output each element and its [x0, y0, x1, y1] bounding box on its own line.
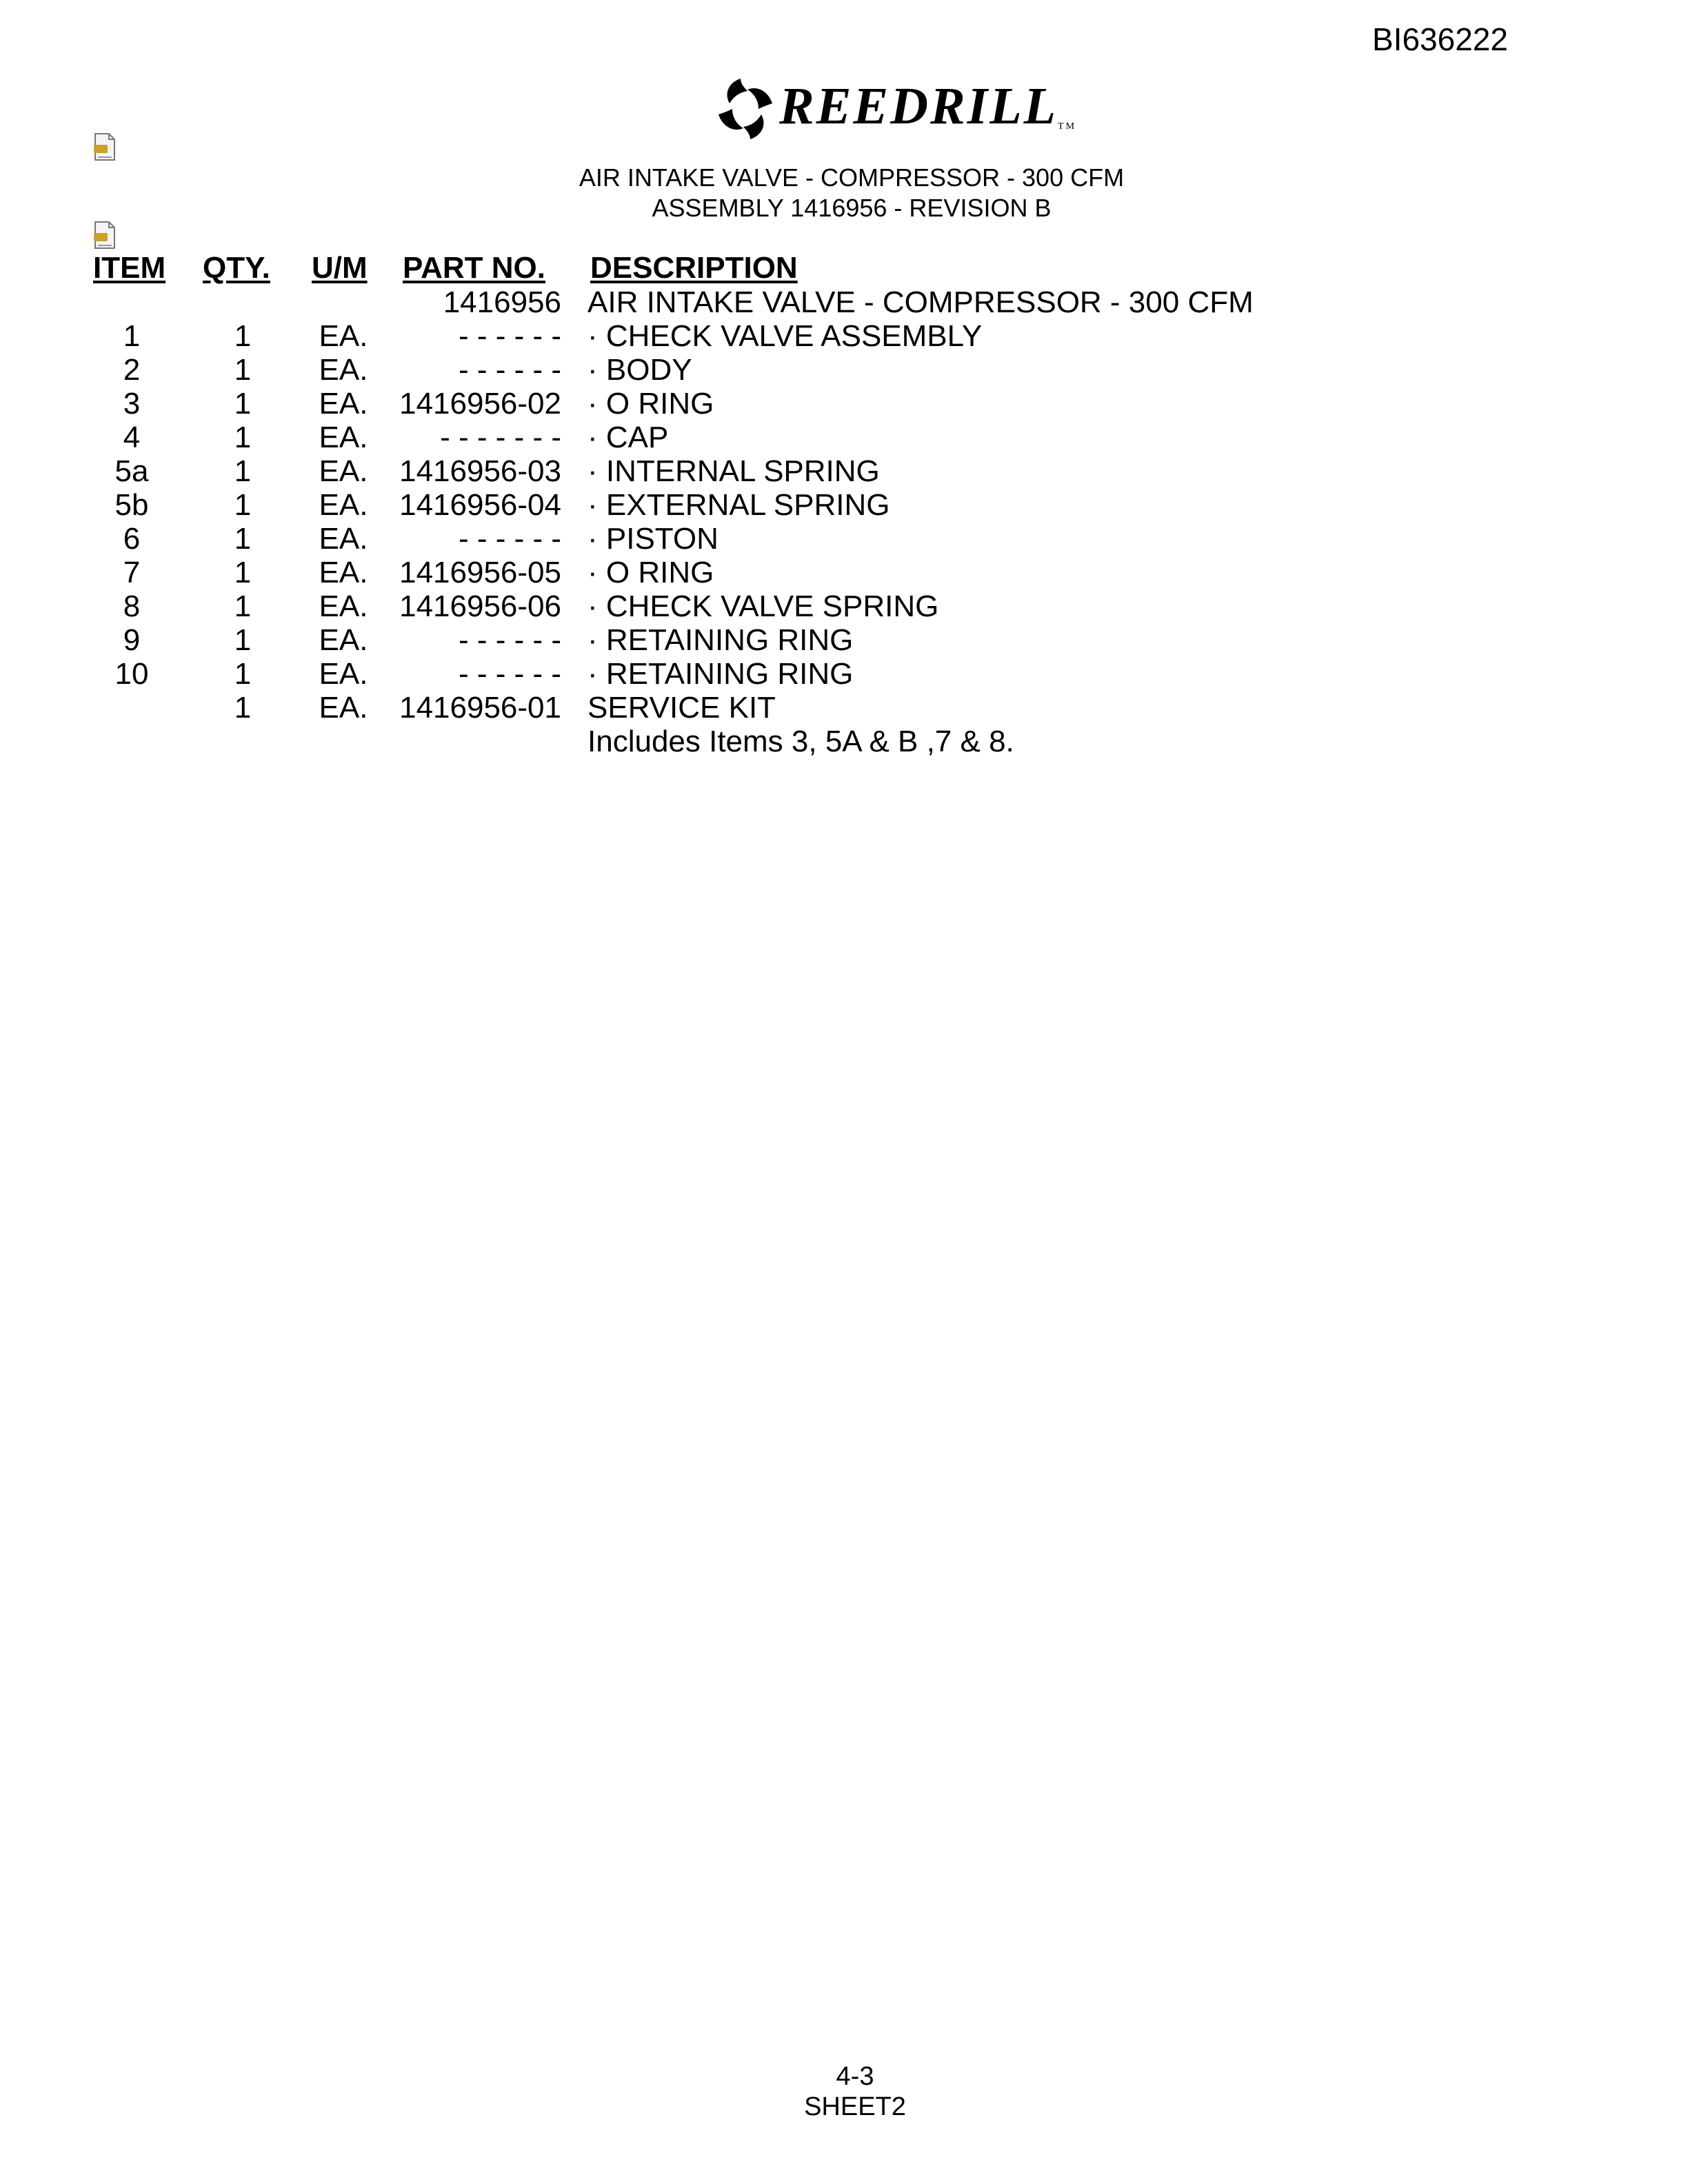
table-cell-part-no: 1416956 [443, 285, 561, 319]
table-cell-um: EA. [319, 319, 368, 353]
column-header-qty: QTY. [203, 251, 270, 285]
table-cell-qty: 1 [234, 657, 252, 691]
table-cell-um: EA. [319, 556, 368, 589]
table-cell-part-no: - - - - - - [458, 522, 561, 556]
table-cell-description: · EXTERNAL SPRING [587, 488, 890, 522]
page-number: 4-3 [836, 2062, 874, 2091]
table-cell-um: EA. [319, 387, 368, 421]
reedrill-swirl-icon [714, 76, 776, 142]
table-cell-description: · CHECK VALVE ASSEMBLY [587, 319, 983, 353]
table-cell-item: 1 [123, 319, 141, 353]
table-cell-qty: 1 [234, 319, 252, 353]
table-cell-um: EA. [319, 589, 368, 623]
table-cell-item: 7 [123, 556, 141, 589]
table-cell-part-no: 1416956-03 [399, 454, 561, 488]
table-cell-um: EA. [319, 522, 368, 556]
table-cell-item: 4 [123, 421, 141, 454]
table-cell-qty: 1 [234, 556, 252, 589]
table-cell-description: · RETAINING RING [587, 623, 854, 657]
table-cell-part-no: 1416956-04 [399, 488, 561, 522]
table-cell-qty: 1 [234, 623, 252, 657]
table-cell-description: · CHECK VALVE SPRING [587, 589, 939, 623]
table-cell-part-no: 1416956-06 [399, 589, 561, 623]
table-cell-item: 8 [123, 589, 141, 623]
table-cell-item: 10 [114, 657, 149, 691]
document-title: AIR INTAKE VALVE - COMPRESSOR - 300 CFM [579, 163, 1125, 192]
table-cell-qty: 1 [234, 387, 252, 421]
table-cell-description: · INTERNAL SPRING [587, 454, 880, 488]
logo-wordmark [779, 74, 1076, 138]
document-id: BI636222 [1372, 21, 1508, 57]
column-header-item: ITEM [93, 251, 166, 285]
table-cell-item: 5a [114, 454, 149, 488]
table-cell-part-no: 1416956-01 [399, 691, 561, 725]
table-cell-um: EA. [319, 691, 368, 725]
table-cell-part-no: - - - - - - - [440, 421, 561, 454]
table-cell-description: · RETAINING RING [587, 657, 854, 691]
column-header-part-no: PART NO. [403, 251, 545, 285]
table-cell-part-no: - - - - - - [458, 623, 561, 657]
table-cell-um: EA. [319, 623, 368, 657]
table-cell-qty: 1 [234, 691, 252, 725]
table-cell-item: 6 [123, 522, 141, 556]
table-cell-description: · PISTON [587, 522, 719, 556]
table-cell-part-no: - - - - - - [458, 657, 561, 691]
table-cell-um: EA. [319, 657, 368, 691]
table-cell-part-no: - - - - - - [458, 353, 561, 387]
logo-tm: TM [1058, 121, 1077, 132]
table-cell-qty: 1 [234, 353, 252, 387]
table-cell-qty: 1 [234, 454, 252, 488]
table-cell-um: EA. [319, 488, 368, 522]
table-cell-description: AIR INTAKE VALVE - COMPRESSOR - 300 CFM [587, 285, 1254, 319]
table-cell-qty: 1 [234, 589, 252, 623]
table-cell-description: SERVICE KIT [587, 691, 776, 725]
table-cell-qty: 1 [234, 488, 252, 522]
table-cell-description: · O RING [587, 556, 714, 589]
table-cell-um: EA. [319, 421, 368, 454]
column-header-description: DESCRIPTION [590, 251, 798, 285]
sheet-label: SHEET2 [804, 2092, 906, 2121]
table-cell-um: EA. [319, 353, 368, 387]
table-cell-description: · O RING [587, 387, 714, 421]
table-cell-qty: 1 [234, 522, 252, 556]
table-cell-description: · CAP [587, 421, 669, 454]
table-cell-part-no: - - - - - - [458, 319, 561, 353]
table-cell-part-no: 1416956-05 [399, 556, 561, 589]
table-cell-item: 3 [123, 387, 141, 421]
table-cell-description: · BODY [587, 353, 692, 387]
logo-text: REEDRILL [779, 77, 1058, 135]
table-cell-um: EA. [319, 454, 368, 488]
table-cell-item: 5b [114, 488, 149, 522]
column-header-um: U/M [312, 251, 368, 285]
table-cell-item: 9 [123, 623, 141, 657]
table-cell-qty: 1 [234, 421, 252, 454]
reedrill-logo [714, 74, 1077, 143]
embedded-file-icon[interactable] [91, 132, 119, 161]
table-cell-item: 2 [123, 353, 141, 387]
assembly-subtitle: ASSEMBLY 1416956 - REVISION B [652, 194, 1052, 222]
table-cell-part-no: 1416956-02 [399, 387, 561, 421]
table-cell-description: Includes Items 3, 5A & B ,7 & 8. [587, 725, 1014, 758]
embedded-file-icon[interactable] [91, 221, 119, 250]
